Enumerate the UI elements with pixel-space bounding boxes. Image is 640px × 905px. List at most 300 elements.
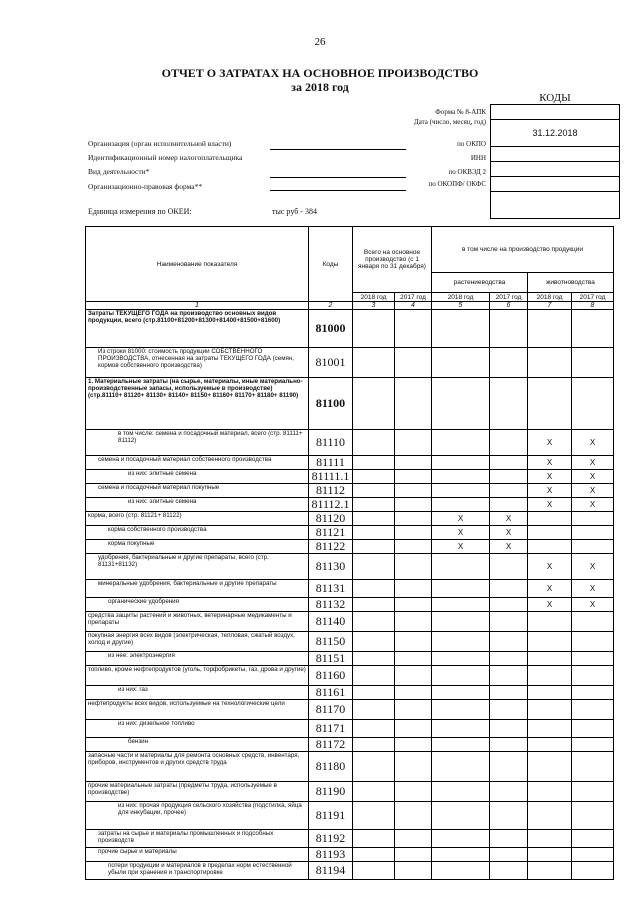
label-okpo: по ОКПО bbox=[457, 140, 486, 148]
value-cell[interactable] bbox=[395, 686, 432, 700]
value-cell[interactable] bbox=[353, 512, 395, 526]
value-cell[interactable] bbox=[432, 720, 490, 738]
row-name: корма, всего (стр. 81121+ 81122) bbox=[86, 512, 309, 526]
value-cell[interactable] bbox=[353, 738, 395, 752]
value-cell[interactable]: X bbox=[528, 470, 572, 484]
value-cell[interactable] bbox=[432, 470, 490, 484]
table-row bbox=[86, 456, 614, 470]
code-okopf-cell[interactable] bbox=[491, 192, 620, 219]
value-cell[interactable] bbox=[395, 310, 432, 348]
value-cell[interactable] bbox=[528, 830, 572, 848]
value-cell[interactable]: X bbox=[432, 526, 490, 540]
report-title-line2: за 2018 год bbox=[291, 80, 349, 94]
row-code: 81171 bbox=[309, 720, 353, 738]
value-cell[interactable] bbox=[490, 802, 528, 830]
label-activity: Вид деятельности* bbox=[88, 167, 150, 176]
value-cell[interactable]: X bbox=[528, 430, 572, 456]
value-cell[interactable] bbox=[528, 348, 572, 378]
codes-table bbox=[490, 104, 620, 219]
label-organization: Организация (орган исполнительной власти) bbox=[88, 139, 232, 148]
line-activity bbox=[270, 177, 406, 178]
value-cell[interactable] bbox=[395, 848, 432, 862]
value-cell[interactable] bbox=[528, 666, 572, 686]
value-cell[interactable] bbox=[490, 720, 528, 738]
value-cell[interactable] bbox=[490, 470, 528, 484]
row-name: удобрения, бактериальные и другие препараты, всего (стр. 81131+81132) bbox=[86, 554, 309, 580]
row-code: 81194 bbox=[309, 862, 353, 880]
value-cell[interactable] bbox=[353, 310, 395, 348]
row-name: Из строки 81000: стоимость продукции СОБСТВЕННОГО ПРОИЗВОДСТВА, отнесенная на затраты ТЕКУЩЕГО ГОДА (семян, кормов собственного производства) bbox=[86, 348, 309, 378]
value-cell[interactable] bbox=[572, 862, 614, 880]
value-cell[interactable] bbox=[572, 652, 614, 666]
row-name: покупная энергия всех видов (электрическая, тепловая, сжатый воздух, холод и другие) bbox=[86, 632, 309, 652]
value-cell[interactable] bbox=[353, 862, 395, 880]
label-okved: по ОКВЭД 2 bbox=[448, 168, 486, 176]
th-plant: растениеводства bbox=[432, 273, 528, 293]
row-code: 81100 bbox=[309, 378, 353, 430]
value-cell[interactable] bbox=[353, 456, 395, 470]
value-cell[interactable] bbox=[395, 456, 432, 470]
value-cell[interactable] bbox=[528, 652, 572, 666]
row-code: 81121 bbox=[309, 526, 353, 540]
value-cell[interactable] bbox=[395, 720, 432, 738]
value-cell[interactable] bbox=[432, 598, 490, 612]
table-row bbox=[86, 848, 614, 862]
value-cell[interactable] bbox=[395, 580, 432, 598]
value-cell[interactable] bbox=[490, 612, 528, 632]
value-cell[interactable] bbox=[528, 782, 572, 802]
value-cell[interactable] bbox=[395, 540, 432, 554]
value-cell[interactable] bbox=[353, 632, 395, 652]
label-inn: ИНН bbox=[470, 154, 486, 162]
value-cell[interactable] bbox=[353, 782, 395, 802]
value-cell[interactable] bbox=[572, 802, 614, 830]
value-cell[interactable] bbox=[490, 862, 528, 880]
table-row bbox=[86, 652, 614, 666]
value-cell[interactable] bbox=[572, 752, 614, 782]
value-cell[interactable] bbox=[432, 484, 490, 498]
value-cell[interactable] bbox=[353, 378, 395, 430]
value-cell[interactable] bbox=[432, 782, 490, 802]
value-cell[interactable] bbox=[528, 540, 572, 554]
value-cell[interactable] bbox=[572, 540, 614, 554]
value-cell[interactable]: X bbox=[528, 498, 572, 512]
row-name: прочие сырье и материалы bbox=[86, 848, 309, 862]
value-cell[interactable] bbox=[432, 378, 490, 430]
value-cell[interactable] bbox=[353, 652, 395, 666]
value-cell[interactable] bbox=[353, 802, 395, 830]
table-row bbox=[86, 378, 614, 430]
col-num: 5 bbox=[432, 302, 490, 310]
value-cell[interactable] bbox=[432, 348, 490, 378]
value-cell[interactable] bbox=[490, 666, 528, 686]
table-row bbox=[86, 310, 614, 348]
row-name: семена и посадочный материал собственного производства bbox=[86, 456, 309, 470]
value-cell[interactable] bbox=[353, 580, 395, 598]
row-name: из них: элитные семена bbox=[86, 470, 309, 484]
row-code: 81180 bbox=[309, 752, 353, 782]
value-cell[interactable] bbox=[353, 848, 395, 862]
value-cell[interactable] bbox=[395, 802, 432, 830]
table-row bbox=[86, 720, 614, 738]
table-row bbox=[86, 598, 614, 612]
value-cell[interactable] bbox=[353, 686, 395, 700]
th-animal-2018: 2018 год bbox=[528, 293, 572, 302]
row-code: 81122 bbox=[309, 540, 353, 554]
value-cell[interactable] bbox=[432, 456, 490, 470]
row-code: 81150 bbox=[309, 632, 353, 652]
row-name: минеральные удобрения, бактериальные и другие препараты bbox=[86, 580, 309, 598]
value-cell[interactable] bbox=[528, 752, 572, 782]
label-legal-form: Организационно-правовая форма** bbox=[88, 182, 203, 191]
code-date-cell[interactable]: 31.12.2018 bbox=[491, 120, 620, 147]
row-name: корма собственного производства bbox=[86, 526, 309, 540]
value-cell[interactable] bbox=[432, 802, 490, 830]
value-cell[interactable]: X bbox=[490, 526, 528, 540]
value-cell[interactable] bbox=[528, 378, 572, 430]
th-name: Наименование показателя bbox=[86, 227, 309, 302]
value-cell[interactable] bbox=[490, 738, 528, 752]
table-row bbox=[86, 686, 614, 700]
value-cell[interactable] bbox=[395, 830, 432, 848]
col-num: 6 bbox=[490, 302, 528, 310]
value-cell[interactable] bbox=[528, 848, 572, 862]
value-cell[interactable] bbox=[432, 752, 490, 782]
row-code: 81111 bbox=[309, 456, 353, 470]
value-cell[interactable]: X bbox=[490, 512, 528, 526]
value-cell[interactable] bbox=[490, 580, 528, 598]
table-row bbox=[86, 498, 614, 512]
value-cell[interactable] bbox=[572, 666, 614, 686]
value-cell[interactable] bbox=[572, 782, 614, 802]
row-code: 81000 bbox=[309, 310, 353, 348]
value-cell[interactable]: X bbox=[432, 512, 490, 526]
value-cell[interactable] bbox=[432, 498, 490, 512]
value-cell[interactable] bbox=[490, 598, 528, 612]
value-cell[interactable] bbox=[432, 554, 490, 580]
row-name: из них: элитные семена bbox=[86, 498, 309, 512]
value-cell[interactable] bbox=[490, 752, 528, 782]
row-code: 81161 bbox=[309, 686, 353, 700]
value-cell[interactable] bbox=[490, 310, 528, 348]
value-cell[interactable] bbox=[490, 348, 528, 378]
value-cell[interactable] bbox=[432, 666, 490, 686]
row-name: 1. Материальные затраты (на сырье, материалы, иные материально-производственные запасы, используемые в производстве) (стр.81110+ 81120+ 81130+ 81140+ 81150+ 81160+ 81170+ 81180+ 81190) bbox=[86, 378, 309, 430]
value-cell[interactable] bbox=[572, 700, 614, 720]
table-row bbox=[86, 738, 614, 752]
table-row bbox=[86, 484, 614, 498]
table-row bbox=[86, 752, 614, 782]
value-cell[interactable] bbox=[432, 430, 490, 456]
table-row bbox=[86, 526, 614, 540]
value-cell[interactable]: X bbox=[528, 484, 572, 498]
row-code: 81111.1 bbox=[309, 470, 353, 484]
value-cell[interactable] bbox=[528, 512, 572, 526]
row-code: 81170 bbox=[309, 700, 353, 720]
row-code: 81130 bbox=[309, 554, 353, 580]
row-name: корма покупные bbox=[86, 540, 309, 554]
value-cell[interactable] bbox=[353, 598, 395, 612]
row-code: 81191 bbox=[309, 802, 353, 830]
value-cell[interactable] bbox=[528, 720, 572, 738]
label-inn-field: Идентификационный номер налогоплательщика bbox=[88, 153, 243, 162]
value-cell[interactable] bbox=[490, 430, 528, 456]
value-cell[interactable] bbox=[490, 848, 528, 862]
value-cell[interactable] bbox=[395, 512, 432, 526]
value-cell[interactable] bbox=[353, 540, 395, 554]
value-cell[interactable] bbox=[490, 686, 528, 700]
value-cell[interactable]: X bbox=[572, 554, 614, 580]
value-cell[interactable] bbox=[395, 632, 432, 652]
table-row bbox=[86, 802, 614, 830]
value-cell[interactable] bbox=[395, 862, 432, 880]
value-cell[interactable] bbox=[572, 348, 614, 378]
value-cell[interactable] bbox=[395, 554, 432, 580]
value-cell[interactable] bbox=[353, 700, 395, 720]
value-cell[interactable] bbox=[395, 752, 432, 782]
value-cell[interactable]: X bbox=[528, 456, 572, 470]
value-cell[interactable] bbox=[395, 430, 432, 456]
unit-label: Единица измерения по ОКЕИ: bbox=[88, 207, 192, 216]
value-cell[interactable] bbox=[528, 686, 572, 700]
row-name: затраты на сырье и материалы промышленных и подсобных производств bbox=[86, 830, 309, 848]
value-cell[interactable] bbox=[353, 348, 395, 378]
label-date: Дата (число, месяц, год) bbox=[413, 118, 486, 126]
value-cell[interactable] bbox=[572, 512, 614, 526]
row-name: из них: дизельное топливо bbox=[86, 720, 309, 738]
th-total-2017: 2017 год bbox=[395, 293, 432, 302]
row-code: 81120 bbox=[309, 512, 353, 526]
table-row bbox=[86, 348, 614, 378]
value-cell[interactable] bbox=[528, 802, 572, 830]
table-row bbox=[86, 830, 614, 848]
value-cell[interactable] bbox=[353, 830, 395, 848]
value-cell[interactable] bbox=[395, 652, 432, 666]
table-row bbox=[86, 612, 614, 632]
value-cell[interactable] bbox=[490, 498, 528, 512]
value-cell[interactable]: X bbox=[572, 456, 614, 470]
value-cell[interactable] bbox=[432, 612, 490, 632]
th-incl: в том числе на производство продукции bbox=[432, 227, 614, 273]
value-cell[interactable]: X bbox=[528, 554, 572, 580]
label-okopf: по ОКОПФ/ ОКФС bbox=[428, 180, 486, 188]
row-name: семена и посадочный материал покупные bbox=[86, 484, 309, 498]
row-name: прочие материальные затраты (предметы труда, используемые в производстве) bbox=[86, 782, 309, 802]
value-cell[interactable]: X bbox=[572, 430, 614, 456]
value-cell[interactable] bbox=[395, 498, 432, 512]
th-total: Всего на основное производство (с 1 января по 31 декабря) bbox=[353, 227, 432, 293]
value-cell[interactable] bbox=[432, 848, 490, 862]
unit-value: тыс руб - 384 bbox=[272, 207, 317, 216]
code-form-cell[interactable] bbox=[491, 105, 620, 120]
value-cell[interactable] bbox=[528, 526, 572, 540]
value-cell[interactable] bbox=[353, 554, 395, 580]
table-row bbox=[86, 666, 614, 686]
code-okpo-cell[interactable] bbox=[491, 147, 620, 162]
value-cell[interactable] bbox=[432, 830, 490, 848]
value-cell[interactable] bbox=[572, 526, 614, 540]
report-title-line1: ОТЧЕТ О ЗАТРАТАХ НА ОСНОВНОЕ ПРОИЗВОДСТВО bbox=[161, 66, 479, 80]
table-row bbox=[86, 430, 614, 456]
value-cell[interactable] bbox=[353, 720, 395, 738]
row-code: 81140 bbox=[309, 612, 353, 632]
value-cell[interactable] bbox=[572, 686, 614, 700]
row-name: из нее: электроэнергия bbox=[86, 652, 309, 666]
value-cell[interactable] bbox=[528, 862, 572, 880]
value-cell[interactable] bbox=[572, 720, 614, 738]
value-cell[interactable] bbox=[490, 378, 528, 430]
col-num: 4 bbox=[395, 302, 432, 310]
value-cell[interactable]: X bbox=[528, 580, 572, 598]
col-num: 1 bbox=[86, 302, 309, 310]
value-cell[interactable] bbox=[432, 862, 490, 880]
value-cell[interactable] bbox=[395, 470, 432, 484]
value-cell[interactable] bbox=[432, 652, 490, 666]
value-cell[interactable] bbox=[353, 612, 395, 632]
row-name: органические удобрения bbox=[86, 598, 309, 612]
table-row bbox=[86, 580, 614, 598]
value-cell[interactable] bbox=[572, 738, 614, 752]
value-cell[interactable] bbox=[395, 378, 432, 430]
value-cell[interactable] bbox=[395, 526, 432, 540]
value-cell[interactable] bbox=[353, 666, 395, 686]
value-cell[interactable] bbox=[395, 738, 432, 752]
col-num: 2 bbox=[309, 302, 353, 310]
row-code: 81160 bbox=[309, 666, 353, 686]
line-organization bbox=[270, 149, 406, 150]
value-cell[interactable] bbox=[353, 498, 395, 512]
row-code: 81131 bbox=[309, 580, 353, 598]
value-cell[interactable] bbox=[432, 632, 490, 652]
table-row bbox=[86, 512, 614, 526]
value-cell[interactable] bbox=[572, 830, 614, 848]
th-plant-2018: 2018 год bbox=[432, 293, 490, 302]
value-cell[interactable] bbox=[490, 700, 528, 720]
th-codes: Коды bbox=[309, 227, 353, 302]
th-animal-2017: 2017 год bbox=[572, 293, 614, 302]
value-cell[interactable] bbox=[490, 456, 528, 470]
value-cell[interactable] bbox=[353, 470, 395, 484]
value-cell[interactable] bbox=[432, 686, 490, 700]
row-name: запасные части и материалы для ремонта основных средств, инвентаря, приборов, инструментов и других средств труда bbox=[86, 752, 309, 782]
value-cell[interactable] bbox=[432, 580, 490, 598]
value-cell[interactable] bbox=[395, 484, 432, 498]
value-cell[interactable] bbox=[572, 612, 614, 632]
row-name: потери продукции и материалов в пределах норм естественной убыли при хранения и транспортировке bbox=[86, 862, 309, 880]
value-cell[interactable]: X bbox=[432, 540, 490, 554]
th-total-2018: 2018 год bbox=[353, 293, 395, 302]
th-animal: животноводства bbox=[528, 273, 614, 293]
value-cell[interactable] bbox=[432, 310, 490, 348]
value-cell[interactable] bbox=[490, 632, 528, 652]
value-cell[interactable] bbox=[353, 484, 395, 498]
value-cell[interactable]: X bbox=[490, 540, 528, 554]
value-cell[interactable]: X bbox=[572, 598, 614, 612]
code-okved-cell[interactable] bbox=[491, 177, 620, 192]
row-name: из них: прочая продукция сельского хозяйства (подстилка, яйца для инкубации, прочее) bbox=[86, 802, 309, 830]
row-code: 81190 bbox=[309, 782, 353, 802]
table-row bbox=[86, 554, 614, 580]
value-cell[interactable] bbox=[490, 554, 528, 580]
table-row bbox=[86, 632, 614, 652]
value-cell[interactable] bbox=[490, 782, 528, 802]
value-cell[interactable]: X bbox=[528, 598, 572, 612]
table-row bbox=[86, 862, 614, 880]
table-row bbox=[86, 540, 614, 554]
table-row bbox=[86, 782, 614, 802]
row-code: 81151 bbox=[309, 652, 353, 666]
value-cell[interactable] bbox=[572, 378, 614, 430]
label-form: Форма № 8-АПК bbox=[435, 108, 486, 116]
col-num: 7 bbox=[528, 302, 572, 310]
row-name: топливо, кроме нефтепродуктов (уголь, торфобрикеты, газ, дрова и другие) bbox=[86, 666, 309, 686]
value-cell[interactable]: X bbox=[572, 484, 614, 498]
value-cell[interactable] bbox=[572, 310, 614, 348]
value-cell[interactable] bbox=[490, 830, 528, 848]
row-name: из них: газ bbox=[86, 686, 309, 700]
value-cell[interactable] bbox=[395, 598, 432, 612]
value-cell[interactable] bbox=[490, 484, 528, 498]
value-cell[interactable] bbox=[432, 700, 490, 720]
value-cell[interactable] bbox=[395, 666, 432, 686]
row-name: в том числе: семена и посадочный материал, всего (стр. 81111+ 81112) bbox=[86, 430, 309, 456]
table-row bbox=[86, 700, 614, 720]
value-cell[interactable]: X bbox=[572, 498, 614, 512]
value-cell[interactable] bbox=[353, 526, 395, 540]
value-cell[interactable] bbox=[353, 752, 395, 782]
value-cell[interactable] bbox=[528, 700, 572, 720]
value-cell[interactable] bbox=[528, 612, 572, 632]
codes-header: КОДЫ bbox=[539, 92, 571, 104]
row-code: 81192 bbox=[309, 830, 353, 848]
value-cell[interactable] bbox=[528, 310, 572, 348]
costs-table bbox=[85, 226, 614, 880]
value-cell[interactable] bbox=[528, 738, 572, 752]
row-name: нефтепродукты всех видов, используемые на технологические цели bbox=[86, 700, 309, 720]
th-plant-2017: 2017 год bbox=[490, 293, 528, 302]
code-inn-cell[interactable] bbox=[491, 162, 620, 177]
row-code: 81112 bbox=[309, 484, 353, 498]
page-number: 26 bbox=[314, 36, 326, 48]
value-cell[interactable]: X bbox=[572, 580, 614, 598]
column-numbers-row bbox=[86, 302, 614, 310]
row-code: 81193 bbox=[309, 848, 353, 862]
row-name: средства защиты растений и животных, ветеринарные медикаменты и препараты bbox=[86, 612, 309, 632]
value-cell[interactable] bbox=[395, 348, 432, 378]
value-cell[interactable] bbox=[353, 430, 395, 456]
table-row bbox=[86, 470, 614, 484]
row-code: 81110 bbox=[309, 430, 353, 456]
value-cell[interactable] bbox=[395, 782, 432, 802]
row-code: 81172 bbox=[309, 738, 353, 752]
col-num: 3 bbox=[353, 302, 395, 310]
value-cell[interactable] bbox=[572, 632, 614, 652]
line-legal-form bbox=[270, 190, 406, 191]
value-cell[interactable] bbox=[490, 652, 528, 666]
report-title bbox=[0, 66, 640, 94]
row-code: 81001 bbox=[309, 348, 353, 378]
value-cell[interactable] bbox=[395, 612, 432, 632]
row-code: 81132 bbox=[309, 598, 353, 612]
value-cell[interactable] bbox=[432, 738, 490, 752]
value-cell[interactable] bbox=[572, 848, 614, 862]
value-cell[interactable] bbox=[528, 632, 572, 652]
col-num: 8 bbox=[572, 302, 614, 310]
row-name: бензин bbox=[86, 738, 309, 752]
value-cell[interactable]: X bbox=[572, 470, 614, 484]
row-name: Затраты ТЕКУЩЕГО ГОДА на производство основных видов продукции, всего (стр.81100+81200+81300+81400+81500+81600) bbox=[86, 310, 309, 348]
value-cell[interactable] bbox=[395, 700, 432, 720]
